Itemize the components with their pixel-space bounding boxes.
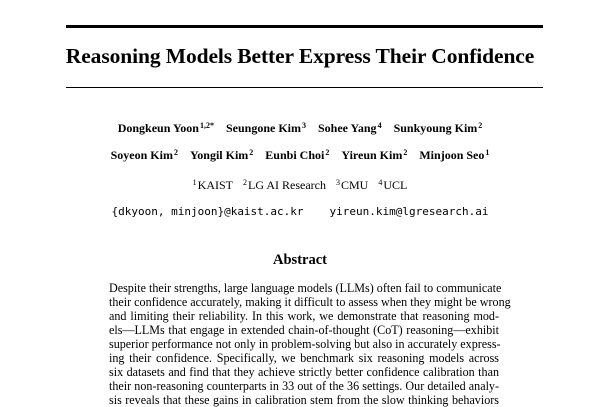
- author-row-2: [0, 148, 600, 163]
- title-bottom-rule: [66, 87, 543, 88]
- author: Sohee Yang$^4$: [317, 121, 382, 135]
- top-rule: [66, 25, 543, 28]
- author: Yireun Kim$^2$: [341, 148, 408, 162]
- email: yireun.kim@lgresearch.ai: [329, 205, 489, 218]
- abstract-line: their confidence accurately, making it difficult to assess when they might be wrong: [109, 295, 511, 309]
- abstract-line: sis reveals that these gains in calibration stem from the slow thinking behaviors: [109, 393, 499, 407]
- author: Sunkyoung Kim$^2$: [393, 121, 483, 135]
- abstract-line: their non-reasoning counterparts in 33 out of the 36 settings. Our detailed analy-: [109, 379, 499, 393]
- abstract-line: Despite their strengths, large language models (LLMs) often fail to communicate: [109, 281, 502, 295]
- author: Dongkeun Yoon$^{1,2*}$: [117, 121, 214, 135]
- abstract-line: ing their confidence. Specifically, we benchmark six reasoning models across: [109, 351, 499, 365]
- affiliation: $^2$LG AI Research: [243, 178, 326, 192]
- author: Eunbi Choi$^2$: [265, 148, 330, 162]
- author: Yongil Kim$^2$: [189, 148, 254, 162]
- affiliation: $^3$CMU: [335, 178, 369, 192]
- affiliations: [0, 178, 600, 193]
- author: Minjoon Seo$^1$: [419, 148, 490, 162]
- abstract-heading: Abstract: [273, 252, 327, 268]
- affiliation: $^4$UCL: [378, 178, 408, 192]
- affiliation: $^1$KAIST: [192, 178, 233, 192]
- author-row-1: [0, 121, 600, 136]
- abstract-line: and limiting their reliability. In this work, we demonstrate that reasoning mod-: [109, 309, 499, 323]
- abstract-body: [109, 281, 511, 407]
- author: Seungone Kim$^3$: [225, 121, 306, 135]
- author: Soyeon Kim$^2$: [110, 148, 178, 162]
- paper-title: Reasoning Models Better Express Their Confidence: [65, 44, 535, 68]
- abstract-line: superior performance not only in problem-solving but also in accurately express-: [109, 337, 501, 351]
- contact-emails: [0, 205, 600, 218]
- abstract-line: six datasets and find that they achieve strictly better confidence calibration than: [109, 365, 499, 379]
- email: {dkyoon, minjoon}@kaist.ac.kr: [111, 205, 304, 218]
- abstract-line: els—LLMs that engage in extended chain-of-thought (CoT) reasoning—exhibit: [109, 323, 499, 337]
